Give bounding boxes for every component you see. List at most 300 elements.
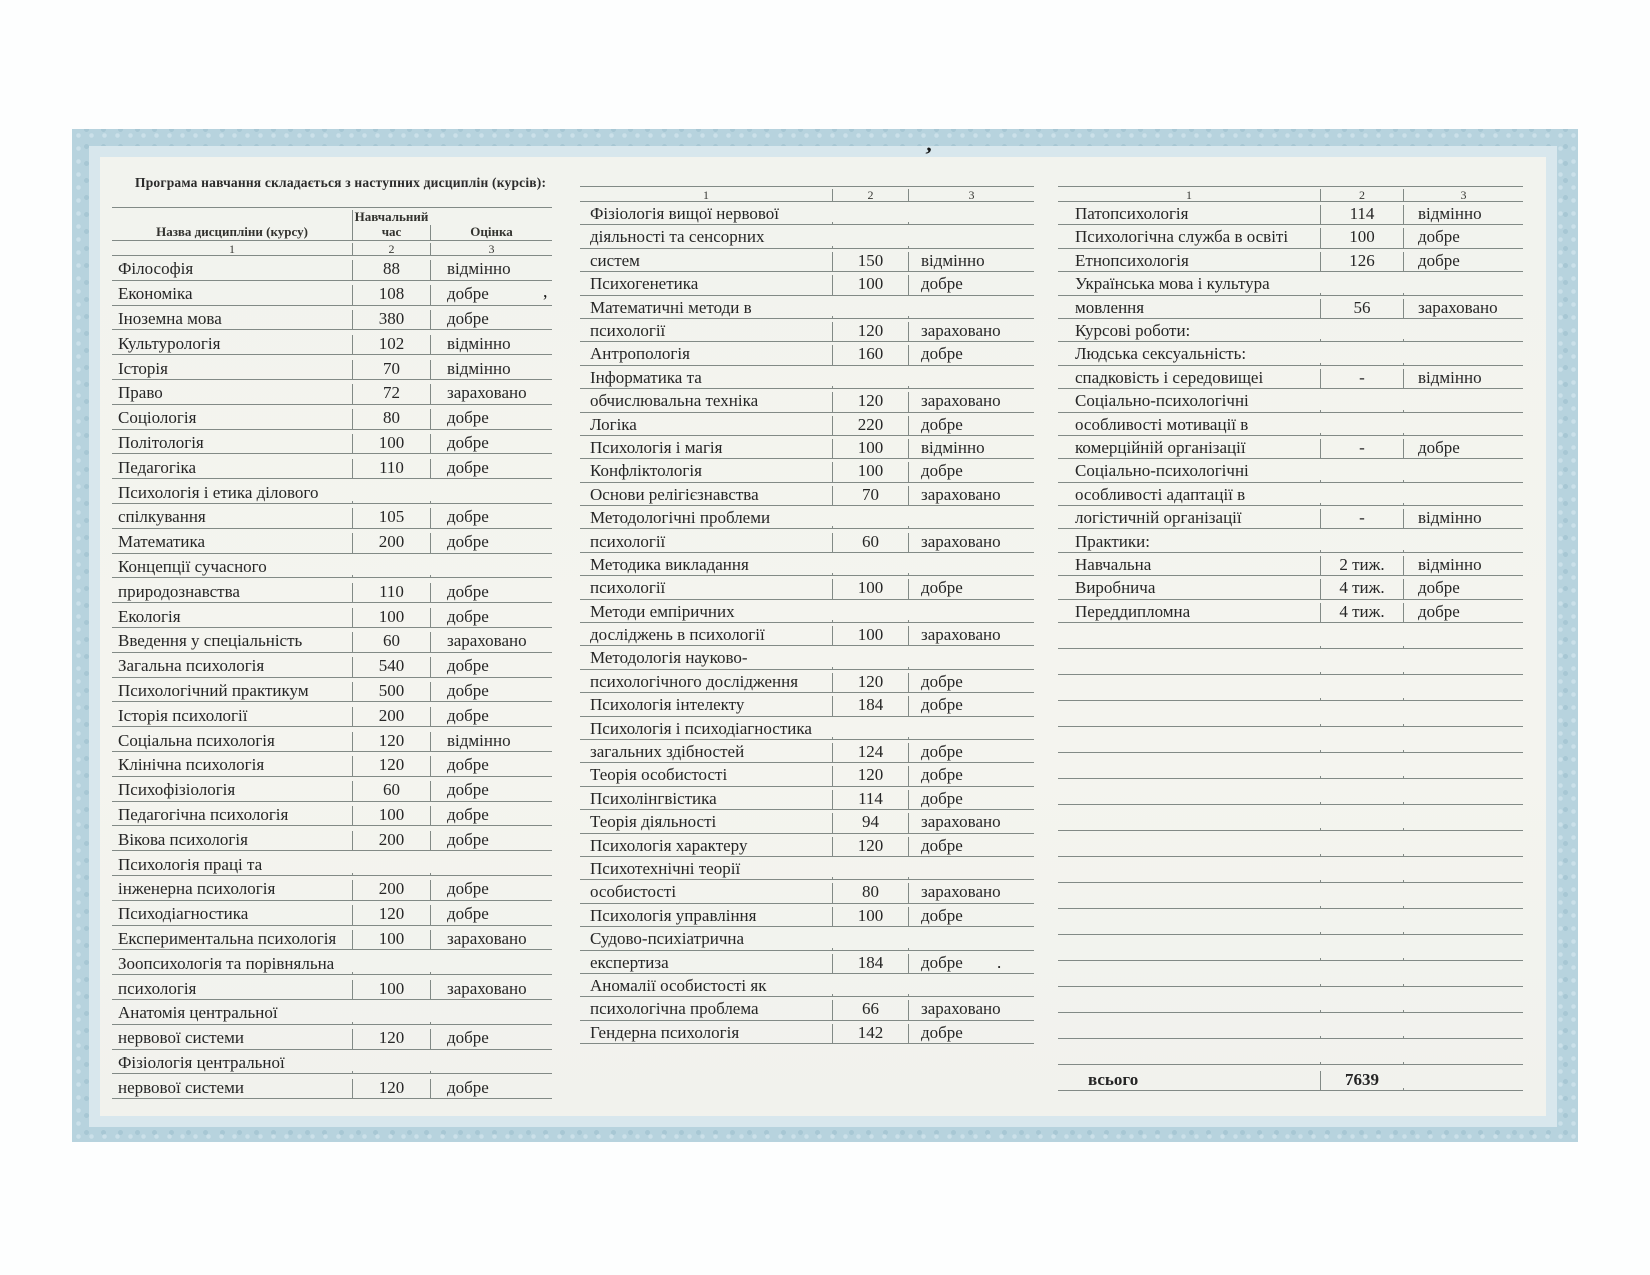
table-cell: Введення у спеціальність xyxy=(118,632,303,651)
table-row xyxy=(112,926,552,951)
table-row xyxy=(112,554,552,579)
table-cell: відмінно xyxy=(908,252,1034,271)
table-row xyxy=(112,1000,552,1025)
table-cell: інженерна психологія xyxy=(118,880,276,899)
table-cell: 72 xyxy=(352,384,430,403)
table-cell: 80 xyxy=(352,409,430,428)
table-cell: зараховано xyxy=(908,626,1034,645)
table-cell: добре xyxy=(908,416,1034,435)
table-cell: добре xyxy=(430,434,552,453)
table-cell xyxy=(1320,724,1403,726)
table-row xyxy=(580,436,1034,459)
table-cell: Психологія інтелекту xyxy=(590,696,745,715)
table-cell xyxy=(1320,750,1403,752)
table-row xyxy=(580,202,1034,225)
table-row xyxy=(112,752,552,777)
table-cell: 108 xyxy=(352,285,430,304)
table-row xyxy=(1058,413,1523,436)
program-intro-text: Програма навчання складається з наступних дисциплін (курсів): xyxy=(135,175,547,190)
table-cell: відмінно xyxy=(430,335,552,354)
stray-mark: ’ xyxy=(921,141,934,168)
table-cell: Анатомія центральної xyxy=(118,1004,278,1023)
table-cell: 160 xyxy=(832,345,908,364)
table-cell xyxy=(1403,906,1523,908)
table-cell xyxy=(1058,984,1320,986)
table-cell: добре xyxy=(430,806,552,825)
table-row xyxy=(1058,935,1523,961)
table-row xyxy=(112,355,552,380)
table-cell: 3 xyxy=(908,189,1034,201)
table-cell xyxy=(1058,828,1320,830)
table-row xyxy=(112,256,552,281)
table-cell: 100 xyxy=(352,608,430,627)
table-cell: Методика викладання xyxy=(590,555,749,574)
table-cell xyxy=(1320,776,1403,778)
table-cell xyxy=(1403,646,1523,648)
table-cell: 120 xyxy=(352,1029,430,1048)
table-cell xyxy=(832,316,908,318)
table-row xyxy=(1058,753,1523,779)
table-cell: 100 xyxy=(832,907,908,926)
table-cell: Психотехнічні теорії xyxy=(590,860,741,878)
table-cell xyxy=(1320,503,1403,505)
table-cell xyxy=(832,526,908,528)
table-cell: Психологія і психодіагностика xyxy=(590,719,812,738)
table-row xyxy=(580,693,1034,716)
table-row xyxy=(580,740,1034,763)
table-cell: зараховано xyxy=(430,930,552,949)
table-cell: добре xyxy=(430,508,552,527)
table-cell: Психологія характеру xyxy=(590,836,748,855)
table-row xyxy=(1058,857,1523,883)
table-cell: Соціально-психологічні xyxy=(1075,462,1249,481)
table-cell xyxy=(1403,984,1523,986)
table-row xyxy=(580,951,1034,974)
table-cell xyxy=(1403,1036,1523,1038)
table-cell: зараховано xyxy=(908,322,1034,341)
table-row xyxy=(1058,529,1523,552)
table-cell xyxy=(1403,293,1523,295)
table-cell xyxy=(1058,698,1320,700)
table-cell: 200 xyxy=(352,880,430,899)
table-cell: 60 xyxy=(352,632,430,651)
table-cell: досліджень в психології xyxy=(590,626,765,645)
table-cell xyxy=(908,667,1034,669)
table-cell: відмінно xyxy=(1403,369,1523,388)
table-cell: добре xyxy=(430,608,552,627)
table-row xyxy=(580,927,1034,950)
table-cell: Психологічна служба в освіті xyxy=(1075,228,1289,247)
table-cell: Історія xyxy=(118,359,168,378)
table-cell: природознавства xyxy=(118,582,240,601)
table-cell: Основи релігієзнавства xyxy=(590,485,759,504)
table-cell: 80 xyxy=(832,883,908,902)
table-row xyxy=(580,296,1034,319)
table-cell: Клінічна психологія xyxy=(118,756,265,775)
stray-mark: . xyxy=(997,953,1002,972)
table-cell: особистості xyxy=(590,883,677,902)
table-cell: добре xyxy=(908,345,1034,364)
table-cell: Концепції сучасного xyxy=(118,558,267,577)
table-cell xyxy=(1403,854,1523,856)
table-cell: Іноземна мова xyxy=(118,310,222,329)
table-cell: 3 xyxy=(1403,189,1523,201)
table-cell: Антропологія xyxy=(590,345,690,364)
table-row xyxy=(580,880,1034,903)
table-cell: Економіка xyxy=(118,285,193,304)
table-row xyxy=(1058,296,1523,319)
table-cell: Фізіологія центральної xyxy=(118,1053,285,1072)
table-cell: Історія психології xyxy=(118,706,248,725)
table-row xyxy=(1058,805,1523,831)
column-index-row xyxy=(580,187,1034,202)
table-row xyxy=(112,578,552,603)
table-cell: психології xyxy=(590,579,666,598)
table-row xyxy=(580,553,1034,576)
table-cell xyxy=(832,573,908,575)
table-row xyxy=(112,1025,552,1050)
table-cell: Математика xyxy=(118,533,206,552)
table-row xyxy=(1058,649,1523,675)
table-cell xyxy=(832,994,908,996)
table-cell: Методи емпіричних xyxy=(590,602,735,621)
table-cell: добре xyxy=(908,766,1034,785)
table-cell xyxy=(1403,550,1523,552)
table-cell: 540 xyxy=(352,657,430,676)
table-cell xyxy=(1403,724,1523,726)
table-row xyxy=(1058,342,1523,365)
table-cell: 100 xyxy=(352,930,430,949)
table-row xyxy=(580,1021,1034,1044)
table-cell: Соціальна психологія xyxy=(118,731,275,750)
table-cell: добре xyxy=(430,583,552,602)
table-cell: - xyxy=(1320,369,1403,388)
table-cell: 114 xyxy=(832,790,908,809)
table-cell xyxy=(1320,410,1403,412)
table-cell: 120 xyxy=(352,732,430,751)
table-cell: зараховано xyxy=(908,1000,1034,1019)
table-cell: 100 xyxy=(832,439,908,458)
table-cell: зараховано xyxy=(430,632,552,651)
table-cell xyxy=(1320,293,1403,295)
table-cell: добре xyxy=(430,880,552,899)
table-cell: 120 xyxy=(832,673,908,692)
table-cell: зараховано xyxy=(430,980,552,999)
table-cell xyxy=(832,222,908,224)
table-cell xyxy=(1403,410,1523,412)
table-row xyxy=(580,997,1034,1020)
table-cell xyxy=(1320,1062,1403,1064)
table-row xyxy=(112,653,552,678)
table-cell xyxy=(1320,550,1403,552)
table-row xyxy=(580,389,1034,412)
table-row xyxy=(1058,987,1523,1013)
table-row xyxy=(112,1074,552,1099)
table-cell: Експериментальна психологія xyxy=(118,929,337,948)
table-cell: добре xyxy=(1403,228,1523,247)
table-cell: добре xyxy=(430,1029,552,1048)
column-header-row xyxy=(112,208,552,241)
table-cell: Педагогіка xyxy=(118,458,197,477)
table-cell: Навчальний час xyxy=(352,210,430,240)
table-cell: Психологія управління xyxy=(590,906,757,925)
table-row xyxy=(580,506,1034,529)
table-cell: добре xyxy=(908,743,1034,762)
table-cell: 120 xyxy=(352,905,430,924)
table-cell: всього xyxy=(1088,1070,1139,1089)
table-cell xyxy=(908,737,1034,739)
table-row xyxy=(112,430,552,455)
table-cell: добре xyxy=(430,657,552,676)
table-cell: добре xyxy=(908,1024,1034,1043)
table-row xyxy=(580,529,1034,552)
table-cell: зараховано xyxy=(430,384,552,403)
table-cell: відмінно xyxy=(430,260,552,279)
table-cell xyxy=(832,948,908,950)
table-cell: добре xyxy=(908,790,1034,809)
table-cell xyxy=(430,873,552,875)
table-row xyxy=(580,272,1034,295)
table-cell: Інформатика та xyxy=(590,368,702,387)
table-cell: 60 xyxy=(352,781,430,800)
table-cell xyxy=(1403,932,1523,934)
table-cell xyxy=(832,620,908,622)
table-row xyxy=(112,330,552,355)
table-cell: добре xyxy=(430,781,552,800)
table-row xyxy=(1058,576,1523,599)
table-cell xyxy=(908,994,1034,996)
table-cell xyxy=(1403,1010,1523,1012)
table-row xyxy=(1058,831,1523,857)
table-cell: 2 xyxy=(832,189,908,201)
table-cell: обчислювальна техніка xyxy=(590,392,759,411)
table-cell xyxy=(908,222,1034,224)
table-cell: добре xyxy=(908,837,1034,856)
table-cell: психологічна проблема xyxy=(590,1000,759,1019)
table-cell: добре xyxy=(1403,603,1523,622)
table-cell xyxy=(1320,1010,1403,1012)
table-row xyxy=(1058,675,1523,701)
table-cell xyxy=(1403,480,1523,482)
table-cell xyxy=(908,526,1034,528)
table-cell xyxy=(908,316,1034,318)
table-cell: Математичні методи в xyxy=(590,298,752,317)
table-row xyxy=(1058,727,1523,753)
table-row xyxy=(580,342,1034,365)
table-cell: добре xyxy=(908,696,1034,715)
table-cell xyxy=(1320,672,1403,674)
table-cell: Методологія науково- xyxy=(590,649,748,668)
table-cell xyxy=(908,948,1034,950)
table-cell: 7639 xyxy=(1320,1071,1403,1090)
table-cell: комерційній організації xyxy=(1075,438,1246,457)
table-cell: Психодіагностика xyxy=(118,905,249,924)
table-row xyxy=(112,802,552,827)
table-cell xyxy=(1403,672,1523,674)
table-cell: Судово-психіатрична xyxy=(590,930,745,949)
table-cell xyxy=(1320,958,1403,960)
table-row xyxy=(580,413,1034,436)
table-cell: зараховано xyxy=(908,392,1034,411)
table-cell: 1 xyxy=(229,242,235,255)
table-cell xyxy=(352,873,430,875)
table-cell: Оцінка xyxy=(430,225,552,240)
table-cell: 120 xyxy=(832,766,908,785)
table-row xyxy=(112,901,552,926)
table-cell: добре xyxy=(908,673,1034,692)
table-cell: психології xyxy=(590,532,666,551)
table-cell xyxy=(352,501,430,503)
table-cell: 110 xyxy=(352,459,430,478)
table-cell: 200 xyxy=(352,533,430,552)
table-cell: 100 xyxy=(1320,228,1403,247)
table-cell: Право xyxy=(118,384,163,403)
table-row xyxy=(580,810,1034,833)
table-cell: 105 xyxy=(352,508,430,527)
table-cell: 380 xyxy=(352,310,430,329)
table-cell xyxy=(1058,958,1320,960)
table-cell xyxy=(1058,750,1320,752)
table-cell: логістичній організації xyxy=(1075,509,1242,528)
table-cell: нервової системи xyxy=(118,1078,244,1097)
table-cell: зараховано xyxy=(908,883,1034,902)
stray-mark: , xyxy=(543,281,548,301)
table-cell: 184 xyxy=(832,696,908,715)
table-cell: Теорія особистості xyxy=(590,766,728,785)
table-cell: Політологія xyxy=(118,434,204,453)
table-cell: Фізіологія вищої нервової xyxy=(590,205,779,224)
table-cell: Методологічні проблеми xyxy=(590,509,771,528)
table-cell: експертиза xyxy=(590,953,669,972)
disciplines-table-right xyxy=(1058,186,1523,1091)
table-cell: психологічного дослідження xyxy=(590,672,799,691)
table-cell xyxy=(1403,503,1523,505)
table-cell xyxy=(1403,802,1523,804)
table-cell xyxy=(908,620,1034,622)
table-cell xyxy=(908,877,1034,879)
table-row xyxy=(1058,623,1523,649)
table-cell xyxy=(832,737,908,739)
table-row xyxy=(580,670,1034,693)
table-cell xyxy=(1403,958,1523,960)
table-row xyxy=(1058,779,1523,805)
table-row xyxy=(580,857,1034,880)
table-row xyxy=(1058,249,1523,272)
table-cell: психології xyxy=(590,322,666,341)
table-row xyxy=(1058,225,1523,248)
table-cell: Вікова психологія xyxy=(118,830,248,849)
table-cell: 1 xyxy=(703,188,709,201)
table-cell xyxy=(430,972,552,974)
table-cell: добре xyxy=(430,707,552,726)
table-cell: зараховано xyxy=(908,813,1034,832)
table-cell xyxy=(908,246,1034,248)
table-row xyxy=(580,483,1034,506)
table-cell: добре xyxy=(430,409,552,428)
table-row xyxy=(1058,961,1523,987)
table-row xyxy=(112,529,552,554)
table-cell xyxy=(1058,880,1320,882)
table-cell xyxy=(1403,433,1523,435)
table-cell: Гендерна психологія xyxy=(590,1023,740,1042)
table-cell: Культурологія xyxy=(118,334,221,353)
table-cell: особливості мотивації в xyxy=(1075,415,1249,434)
table-row xyxy=(112,876,552,901)
table-row xyxy=(112,454,552,479)
table-cell xyxy=(1058,646,1320,648)
table-row xyxy=(580,717,1034,740)
table-row xyxy=(112,777,552,802)
table-cell xyxy=(1058,1010,1320,1012)
table-row xyxy=(1058,272,1523,295)
table-cell xyxy=(430,575,552,577)
table-row xyxy=(580,623,1034,646)
table-cell xyxy=(1403,750,1523,752)
table-cell: 100 xyxy=(352,434,430,453)
table-cell: добре xyxy=(1403,439,1523,458)
table-cell: добре xyxy=(908,462,1034,481)
table-cell: добре xyxy=(430,831,552,850)
table-cell: 2 тиж. xyxy=(1320,556,1403,575)
table-cell: Психологія праці та xyxy=(118,855,263,874)
table-row xyxy=(1058,459,1523,482)
table-cell: 220 xyxy=(832,416,908,435)
table-cell: загальних здібностей xyxy=(590,743,745,762)
table-cell xyxy=(908,573,1034,575)
table-row xyxy=(1058,202,1523,225)
table-cell: Психологія і етика ділового xyxy=(118,483,319,502)
table-cell: Теорія діяльності xyxy=(590,813,717,832)
table-cell xyxy=(1320,854,1403,856)
table-cell xyxy=(1320,433,1403,435)
table-cell xyxy=(1403,363,1523,365)
table-cell: - xyxy=(1320,439,1403,458)
table-cell: 150 xyxy=(832,252,908,271)
table-cell: Філософія xyxy=(118,260,194,279)
table-cell: 70 xyxy=(352,360,430,379)
table-row xyxy=(112,702,552,727)
table-row xyxy=(112,975,552,1000)
table-cell xyxy=(832,246,908,248)
table-row xyxy=(580,366,1034,389)
table-cell: мовлення xyxy=(1075,298,1145,317)
table-cell: 4 тиж. xyxy=(1320,603,1403,622)
table-cell: Курсові роботи: xyxy=(1075,322,1191,341)
table-cell: Людська сексуальність: xyxy=(1075,345,1247,364)
table-cell xyxy=(1320,646,1403,648)
table-cell: добре xyxy=(430,1079,552,1098)
table-row xyxy=(1058,701,1523,727)
table-cell: добре xyxy=(430,285,552,304)
table-cell: 2 xyxy=(1320,189,1403,201)
table-cell xyxy=(1058,802,1320,804)
table-cell xyxy=(832,386,908,388)
table-cell xyxy=(1058,724,1320,726)
table-cell: добре xyxy=(430,310,552,329)
table-cell: Патопсихологія xyxy=(1075,205,1189,224)
table-cell: 120 xyxy=(832,322,908,341)
table-row xyxy=(112,727,552,752)
table-row xyxy=(112,603,552,628)
table-cell: відмінно xyxy=(1403,205,1523,224)
table-row xyxy=(112,678,552,703)
table-cell: 126 xyxy=(1320,252,1403,271)
table-cell: 142 xyxy=(832,1024,908,1043)
table-cell: добре xyxy=(908,275,1034,294)
table-cell: Соціологія xyxy=(118,409,197,428)
table-row xyxy=(580,225,1034,248)
table-cell xyxy=(1058,672,1320,674)
